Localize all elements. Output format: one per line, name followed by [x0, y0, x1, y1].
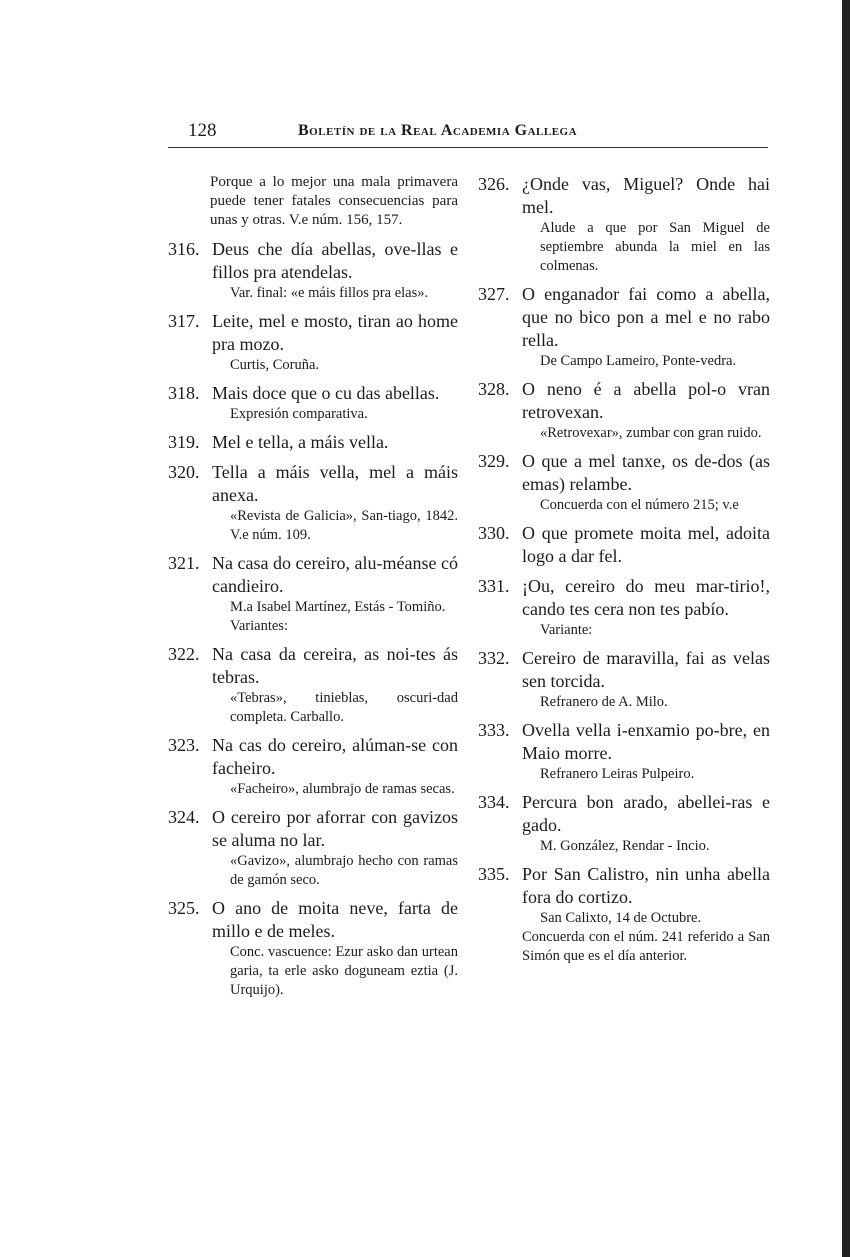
entry-note: De Campo Lameiro, Ponte-vedra.	[540, 353, 737, 369]
entry-334	[478, 791, 770, 856]
entry-note: Conc. vascuence: Ezur asko dan urtean garia, ta erle asko doguneam eztia (J. Urquijo).	[230, 944, 458, 998]
entry-330	[478, 522, 770, 568]
variants-label: Variantes:	[230, 618, 288, 634]
entry-331	[478, 575, 770, 640]
entry-note: «Retrovexar», zumbar con gran ruido.	[540, 425, 762, 441]
entry-335	[478, 863, 770, 966]
saying-text: Mais doce que o cu das abellas.	[212, 383, 440, 403]
saying-text: Percura bon arado, abellei-ras e gado.	[522, 792, 770, 835]
entry-note: «Revista de Galicia», San-tiago, 1842. V.e núm. 109.	[230, 508, 458, 543]
entry-number: 332.	[478, 648, 510, 668]
entry-source: San Calixto, 14 de Octubre.	[540, 910, 702, 926]
entry-source: Refranero Leiras Pulpeiro.	[540, 766, 695, 782]
entry-329	[478, 450, 770, 515]
entry-source: Curtis, Coruña.	[230, 357, 320, 373]
entry-322	[168, 643, 458, 727]
entry-319	[168, 431, 458, 454]
left-column	[168, 173, 458, 1007]
saying-text: O cereiro por aforrar con gavizos se aluma no lar.	[212, 807, 458, 850]
saying-text: ¿Onde vas, Miguel? Onde hai mel.	[522, 174, 770, 217]
entry-324	[168, 806, 458, 890]
saying-text: Por San Calistro, nin unha abella fora do cortizo.	[522, 864, 770, 907]
entry-number: 323.	[168, 735, 200, 755]
entry-318	[168, 382, 458, 424]
saying-text: Mel e tella, a máis vella.	[212, 432, 389, 452]
saying-text: Cereiro de maravilla, fai as velas sen torcida.	[522, 648, 770, 691]
entry-321	[168, 552, 458, 636]
entry-320	[168, 461, 458, 545]
entry-316	[168, 238, 458, 303]
entry-number: 318.	[168, 383, 200, 403]
entry-325	[168, 897, 458, 1000]
entry-note: Concuerda con el núm. 241 referido a San Simón que es el día anterior.	[522, 929, 770, 964]
entry-328	[478, 378, 770, 443]
entry-note: «Gavizo», alumbrajo hecho con ramas de gamón seco.	[230, 853, 458, 888]
page-number: 128	[188, 120, 217, 141]
saying-text: Leite, mel e mosto, tiran ao home pra mozo.	[212, 311, 458, 354]
entry-number: 321.	[168, 553, 200, 573]
entry-source: M. González, Rendar - Incio.	[540, 838, 710, 854]
entry-number: 326.	[478, 174, 510, 194]
entry-source: Refranero de A. Milo.	[540, 694, 668, 710]
entry-number: 334.	[478, 792, 510, 812]
saying-text: O enganador fai como a abella, que no bico pon a mel e no rabo rella.	[522, 284, 770, 350]
right-column	[478, 173, 770, 973]
entry-number: 316.	[168, 239, 200, 259]
saying-text: O que promete moita mel, adoita logo a dar fel.	[522, 523, 770, 566]
entry-note: Concuerda con el número 215; v.e	[540, 497, 739, 513]
entry-326	[478, 173, 770, 276]
entry-number: 329.	[478, 451, 510, 471]
entry-number: 330.	[478, 523, 510, 543]
entry-number: 324.	[168, 807, 200, 827]
entry-note: Alude a que por San Miguel de septiembre abunda la miel en las colmenas.	[540, 220, 770, 274]
saying-text: Na casa do cereiro, alu-méanse có candieiro.	[212, 553, 458, 596]
entry-note: «Tebras», tinieblas, oscuri-dad completa. Carballo.	[230, 690, 458, 725]
saying-text: O neno é a abella pol-o vran retrovexan.	[522, 379, 770, 422]
entry-note: «Facheiro», alumbrajo de ramas secas.	[230, 781, 455, 797]
entry-number: 325.	[168, 898, 200, 918]
variant-label: Variante:	[540, 622, 593, 638]
saying-text: Deus che día abellas, ove-llas e fillos pra atendelas.	[212, 239, 458, 282]
entry-number: 322.	[168, 644, 200, 664]
saying-text: Tella a máis vella, mel a máis anexa.	[212, 462, 458, 505]
running-title: Boletín de la Real Academia Gallega	[298, 122, 578, 139]
saying-text: ¡Ou, cereiro do meu mar-tirio!, cando tes cera non tes pabío.	[522, 576, 770, 619]
entry-number: 317.	[168, 311, 200, 331]
saying-text: O ano de moita neve, farta de millo e de meles.	[212, 898, 458, 941]
entry-327	[478, 283, 770, 371]
entry-number: 335.	[478, 864, 510, 884]
page-edge	[842, 0, 850, 1257]
entry-number: 327.	[478, 284, 510, 304]
entry-number: 331.	[478, 576, 510, 596]
saying-text: Ovella vella i-enxamio po-bre, en Maio morre.	[522, 720, 770, 763]
page-header	[180, 118, 770, 148]
saying-text: Na casa da cereira, as noi-tes ás tebras.	[212, 644, 458, 687]
entry-317	[168, 310, 458, 375]
saying-text: O que a mel tanxe, os de-dos (as emas) relambe.	[522, 451, 770, 494]
entry-number: 319.	[168, 432, 200, 452]
header-rule	[168, 147, 768, 148]
entry-source: Expresión comparativa.	[230, 406, 368, 422]
entry-332	[478, 647, 770, 712]
entry-323	[168, 734, 458, 799]
entry-number: 320.	[168, 462, 200, 482]
saying-text: Na cas do cereiro, alúman-se con facheiro.	[212, 735, 458, 778]
continued-note: Porque a lo mejor una mala primavera puede tener fatales consecuencias para unas y otras. V.e núm. 156, 157.	[210, 174, 458, 228]
entry-number: 328.	[478, 379, 510, 399]
entry-333	[478, 719, 770, 784]
entry-note: M.a Isabel Martínez, Estás - Tomiño.	[230, 599, 446, 615]
entry-note: Var. final: «e máis fillos pra elas».	[230, 285, 429, 301]
entry-number: 333.	[478, 720, 510, 740]
